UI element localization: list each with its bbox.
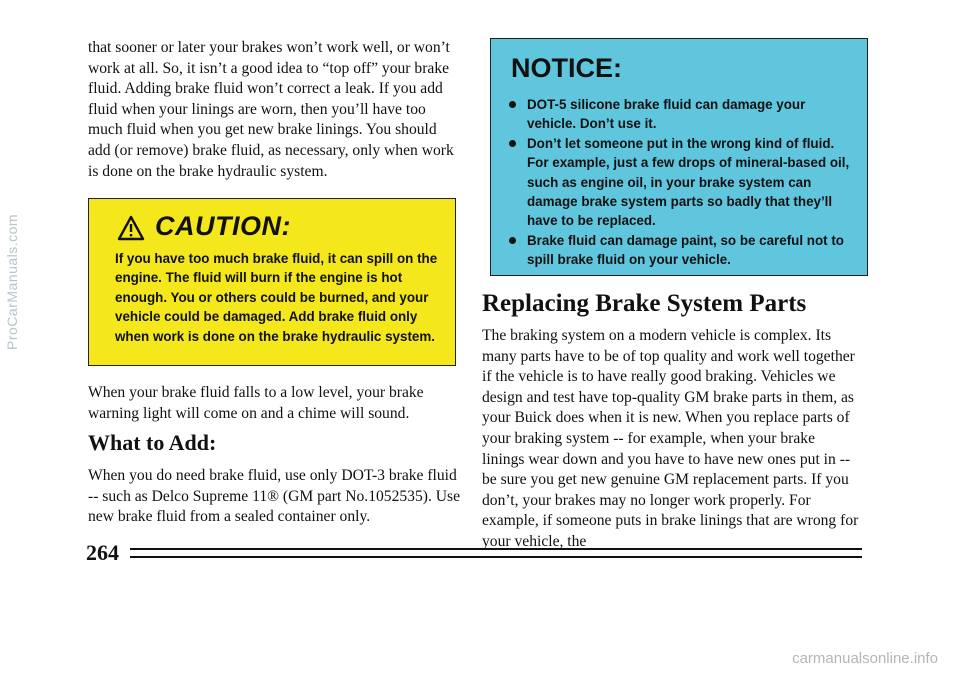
notice-item-text: Don’t let someone put in the wrong kind of fluid. For example, just a few drops of mineral-based oil, such as engine oil, in your brake system can damage brake system parts so badly that they’ll have to be replaced. — [527, 135, 850, 229]
bullet-icon — [509, 140, 516, 147]
notice-title: NOTICE: — [511, 53, 622, 83]
intro-column — [88, 38, 460, 182]
notice-item — [505, 95, 855, 134]
intro-paragraph: that sooner or later your brakes won’t work well, or won’t work at all. So, it isn’t a good idea to “top off” your brake fluid. Adding brake fluid won’t correct a leak. If you add fluid when your linings are worn, then you’ll have too much fluid when you get new brake linings. You should add (or remove) brake fluid, as necessary, only when work is done on the brake hydraulic system. — [88, 39, 454, 180]
what-to-add-paragraph: When you do need brake fluid, use only DOT-3 brake fluid -- such as Delco Supreme 11® (GM part No.1052535). Use new brake fluid from a sealed container only. — [88, 467, 461, 526]
page-number: 264 — [86, 540, 119, 565]
warning-triangle-icon — [117, 215, 145, 241]
warning-light-paragraph: When your brake fluid falls to a low level, your brake warning light will come on and a chime will sound. — [88, 384, 424, 422]
notice-item — [505, 134, 855, 231]
notice-item-text: DOT-5 silicone brake fluid can damage your vehicle. Don’t use it. — [527, 97, 806, 132]
bottom-watermark: carmanualsonline.info — [792, 650, 938, 667]
footer-rule — [130, 548, 862, 558]
replacing-paragraph: The braking system on a modern vehicle is complex. Its many parts have to be of top quality and work well together if the vehicle is to have really good braking. Vehicles we design and test have top-quality GM brake parts in them, as your Buick does when it is new. When you replace parts of your braking system -- for example, when your brake linings wear down and you have to have new ones put in -- be sure you get new genuine GM replacement parts. If you don’t, your brakes may no longer work properly. For example, if someone puts in brake linings that are wrong for your vehicle, the — [482, 327, 859, 550]
replacing-heading: Replacing Brake System Parts — [482, 290, 807, 317]
notice-item-text: Brake fluid can damage paint, so be careful not to spill brake fluid on your vehicle. — [527, 232, 844, 268]
notice-list — [505, 95, 855, 270]
bullet-icon — [509, 237, 516, 244]
caution-box — [88, 198, 456, 366]
caution-title: CAUTION: — [155, 211, 291, 241]
caution-text: If you have too much brake fluid, it can spill on the engine. The fluid will burn if the engine is hot enough. You or others could be burned, and your vehicle could be damaged. Add brake fluid only when work is done on the brake hydraulic system. — [115, 251, 438, 344]
notice-item — [505, 231, 855, 270]
side-watermark: ProCarManuals.com — [4, 213, 20, 350]
bullet-icon — [509, 101, 516, 108]
what-to-add-heading: What to Add: — [88, 430, 217, 455]
notice-box — [490, 38, 868, 276]
